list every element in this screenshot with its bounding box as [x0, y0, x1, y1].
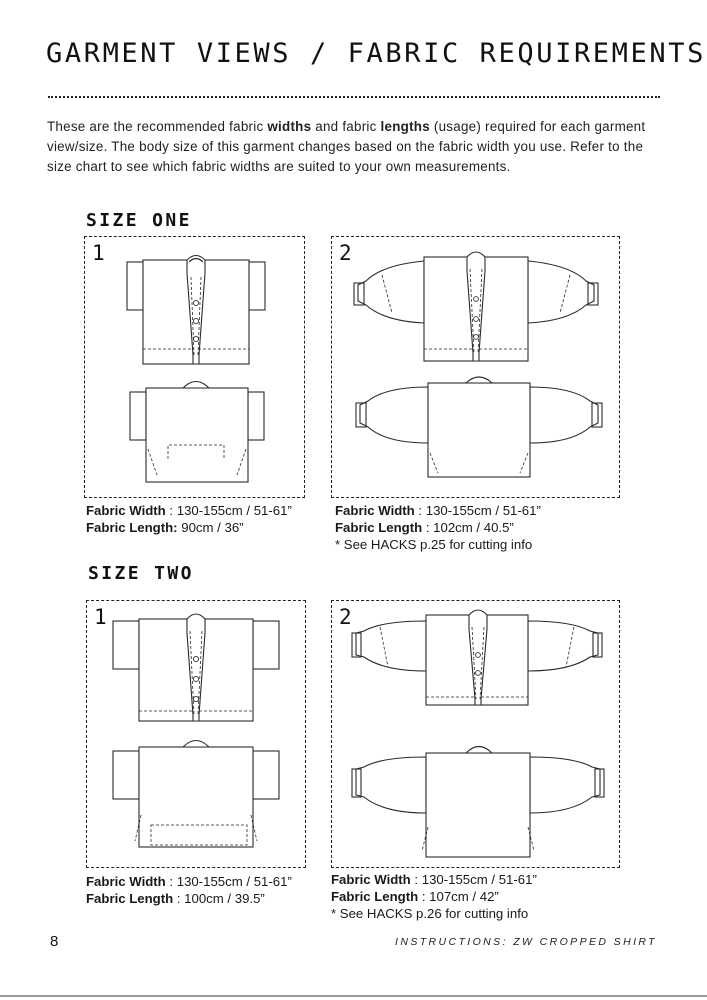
- fabric-length-label: Fabric Length:: [86, 520, 178, 535]
- cutting-info-note: * See HACKS p.25 for cutting info: [335, 537, 533, 552]
- size-one-view-2-panel: [331, 236, 620, 498]
- fabric-length-label: Fabric Length: [331, 889, 419, 904]
- view-number: 2: [339, 241, 352, 265]
- intro-paragraph: [47, 117, 662, 177]
- fabric-width-value: : 130-155cm / 51-61”: [414, 503, 541, 518]
- view-number: 1: [94, 605, 107, 629]
- size-one-view-1-panel: [84, 236, 305, 498]
- intro-text: and fabric: [311, 119, 381, 134]
- size-one-view-2-requirements: [335, 502, 541, 553]
- fabric-width-value: : 130-155cm / 51-61”: [410, 872, 537, 887]
- fabric-length-value: : 102cm / 40.5”: [422, 520, 514, 535]
- footer-label: INSTRUCTIONS: ZW CROPPED SHIRT: [395, 936, 657, 948]
- page-number: 8: [50, 933, 59, 950]
- shirt-short-sleeve-illustration: [85, 237, 304, 497]
- size-one-view-1-requirements: [86, 502, 292, 536]
- page-bottom-edge: [0, 995, 707, 997]
- view-number: 1: [92, 241, 105, 265]
- view-number: 2: [339, 605, 352, 629]
- shirt-balloon-sleeve-illustration: [332, 601, 619, 867]
- fabric-width-label: Fabric Width: [86, 503, 166, 518]
- size-two-view-2-panel: [331, 600, 620, 868]
- intro-text: (usage) required for each garment view/size. The body size of this garment changes based on the fabric width you use. Refer to the size chart to see which fabric widths are suited to your own measurements.: [47, 119, 646, 174]
- dotted-divider: [48, 96, 660, 98]
- fabric-length-value: 90cm / 36”: [177, 520, 244, 535]
- intro-text: These are the recommended fabric: [47, 119, 268, 134]
- fabric-width-label: Fabric Width: [335, 503, 415, 518]
- shirt-short-sleeve-illustration: [87, 601, 305, 867]
- fabric-length-label: Fabric Length: [86, 891, 174, 906]
- size-two-view-2-requirements: [331, 871, 537, 922]
- fabric-width-value: : 130-155cm / 51-61”: [165, 503, 292, 518]
- cutting-info-note: * See HACKS p.26 for cutting info: [331, 906, 529, 921]
- size-two-view-1-requirements: [86, 873, 292, 907]
- intro-emphasis-lengths: lengths: [380, 119, 430, 134]
- page-title: GARMENT VIEWS / FABRIC REQUIREMENTS: [46, 38, 706, 69]
- intro-emphasis-widths: widths: [267, 119, 312, 134]
- fabric-length-value: : 100cm / 39.5”: [173, 891, 265, 906]
- size-one-heading: SIZE ONE: [86, 210, 192, 231]
- fabric-width-label: Fabric Width: [86, 874, 166, 889]
- fabric-length-value: : 107cm / 42”: [418, 889, 499, 904]
- fabric-width-label: Fabric Width: [331, 872, 411, 887]
- size-two-view-1-panel: [86, 600, 306, 868]
- shirt-balloon-sleeve-illustration: [332, 237, 619, 497]
- size-two-heading: SIZE TWO: [88, 563, 194, 584]
- fabric-width-value: : 130-155cm / 51-61”: [165, 874, 292, 889]
- fabric-length-label: Fabric Length: [335, 520, 423, 535]
